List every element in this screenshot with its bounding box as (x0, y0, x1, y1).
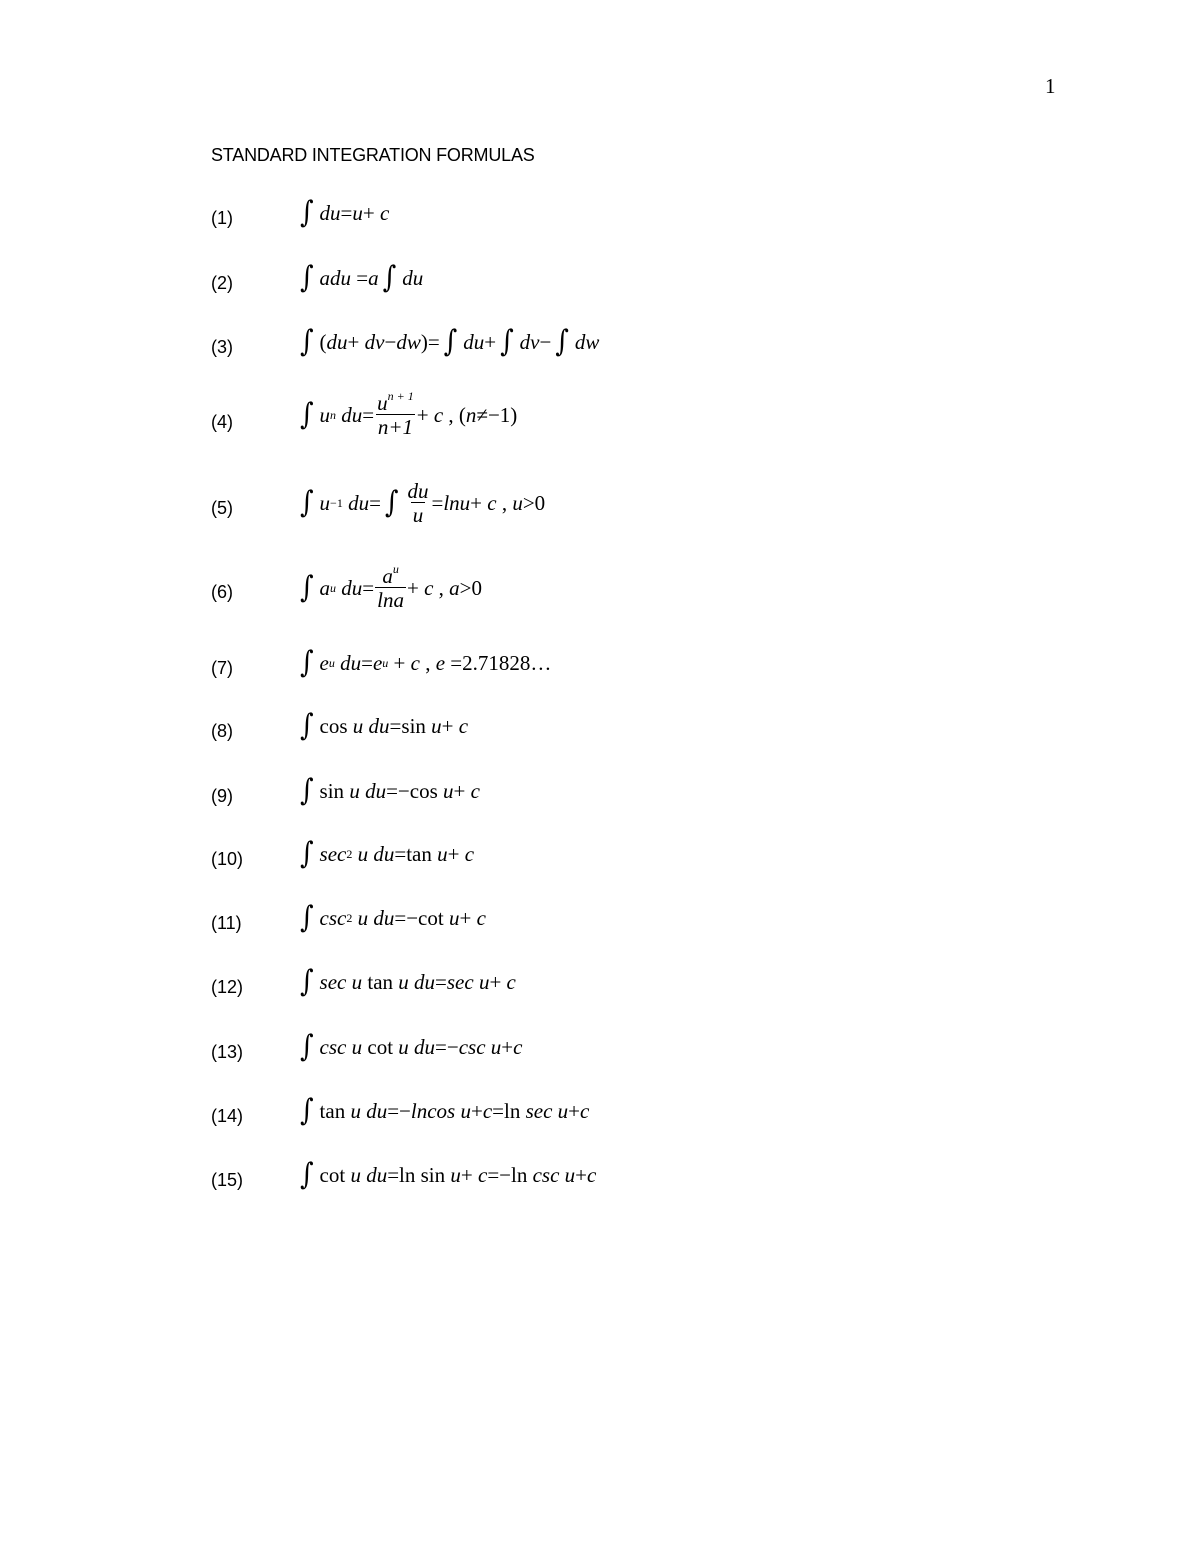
formula-12: ∫ sec u tan u du = sec u + c (300, 964, 516, 1000)
integral-symbol: ∫ (300, 1029, 314, 1065)
integral-symbol: ∫ (300, 836, 314, 872)
page-title: STANDARD INTEGRATION FORMULAS (211, 145, 535, 165)
formula-14: ∫ tan u du =− lncos u + c =ln sec u + c (300, 1093, 590, 1129)
integral-symbol: ∫ (300, 1157, 314, 1193)
integral-symbol: ∫ (300, 773, 314, 809)
formula-label-12: (12) (211, 977, 244, 997)
integral-symbol: ∫ (384, 485, 399, 521)
integral-symbol: ∫ (300, 708, 314, 744)
integral-symbol: ∫ (300, 397, 314, 433)
formula-label-4: (4) (211, 412, 233, 432)
formula-11: ∫ csc 2 u du =−cot u + c (300, 900, 486, 936)
formula-label-1: (1) (211, 208, 233, 228)
formula-label-13: (13) (211, 1042, 244, 1062)
integral-symbol: ∫ (300, 485, 314, 521)
formula-1: ∫ du = u + c (300, 195, 390, 231)
integral-symbol: ∫ (443, 324, 458, 360)
formula-label-7: (7) (211, 658, 233, 678)
formula-9: ∫ sin u du =−cos u + c (300, 773, 480, 809)
integral-symbol: ∫ (300, 645, 314, 681)
formula-10: ∫ sec 2 u du =tan u + c (300, 836, 475, 872)
formula-label-15: (15) (211, 1170, 244, 1190)
formula-13: ∫ csc u cot u du =− csc u + c (300, 1029, 523, 1065)
formula-15: ∫ cot u du =ln sin u + c =−ln csc u + c (300, 1157, 597, 1193)
integral-symbol: ∫ (300, 260, 314, 296)
fraction: $\frac{du}{u}$ (407, 479, 429, 528)
integral-symbol: ∫ (382, 260, 397, 296)
integral-symbol: ∫ (500, 324, 514, 360)
integral-symbol: ∫ (300, 324, 314, 360)
integral-symbol: ∫ (300, 570, 314, 606)
integral-symbol: ∫ (300, 1093, 314, 1129)
formula-3: ∫ ( du + dv − dw )= ∫ du + ∫ dv − ∫ dw (300, 324, 600, 360)
formula-4: ∫ u n du = $\frac{u^{n + 1}}{n+1}$ + c , ( n ≠−1) (300, 389, 518, 440)
formula-label-2: (2) (211, 273, 233, 293)
fraction: $\frac{a^u}{\ln a}$ (377, 562, 404, 613)
integral-symbol: ∫ (300, 195, 314, 231)
formula-label-6: (6) (211, 582, 233, 602)
formula-7: ∫ e u du = e u + c , e =2.71828… (300, 645, 552, 681)
integral-symbol: ∫ (300, 900, 314, 936)
integral-symbol: ∫ (555, 324, 569, 360)
formula-label-11: (11) (211, 913, 242, 933)
fraction: $\frac{u^{n + 1}}{n+1}$ (377, 389, 414, 440)
formula-label-10: (10) (211, 849, 244, 869)
formula-2: ∫ adu = a ∫ du (300, 260, 424, 296)
formula-label-9: (9) (211, 786, 233, 806)
formula-label-5: (5) (211, 498, 233, 518)
page-number: 1 (1045, 74, 1056, 98)
formula-label-8: (8) (211, 721, 233, 741)
formula-6: ∫ a u du = $\frac{a^u}{\ln a}$ + c , a >0 (300, 562, 482, 613)
integral-symbol: ∫ (300, 964, 314, 1000)
formula-5: ∫ u −1 du = ∫ $\frac{du}{u}$ = lnu + c , u >0 (300, 479, 546, 528)
formula-8: ∫ cos u du =sin u + c (300, 708, 469, 744)
formula-label-3: (3) (211, 337, 233, 357)
formula-label-14: (14) (211, 1106, 244, 1126)
